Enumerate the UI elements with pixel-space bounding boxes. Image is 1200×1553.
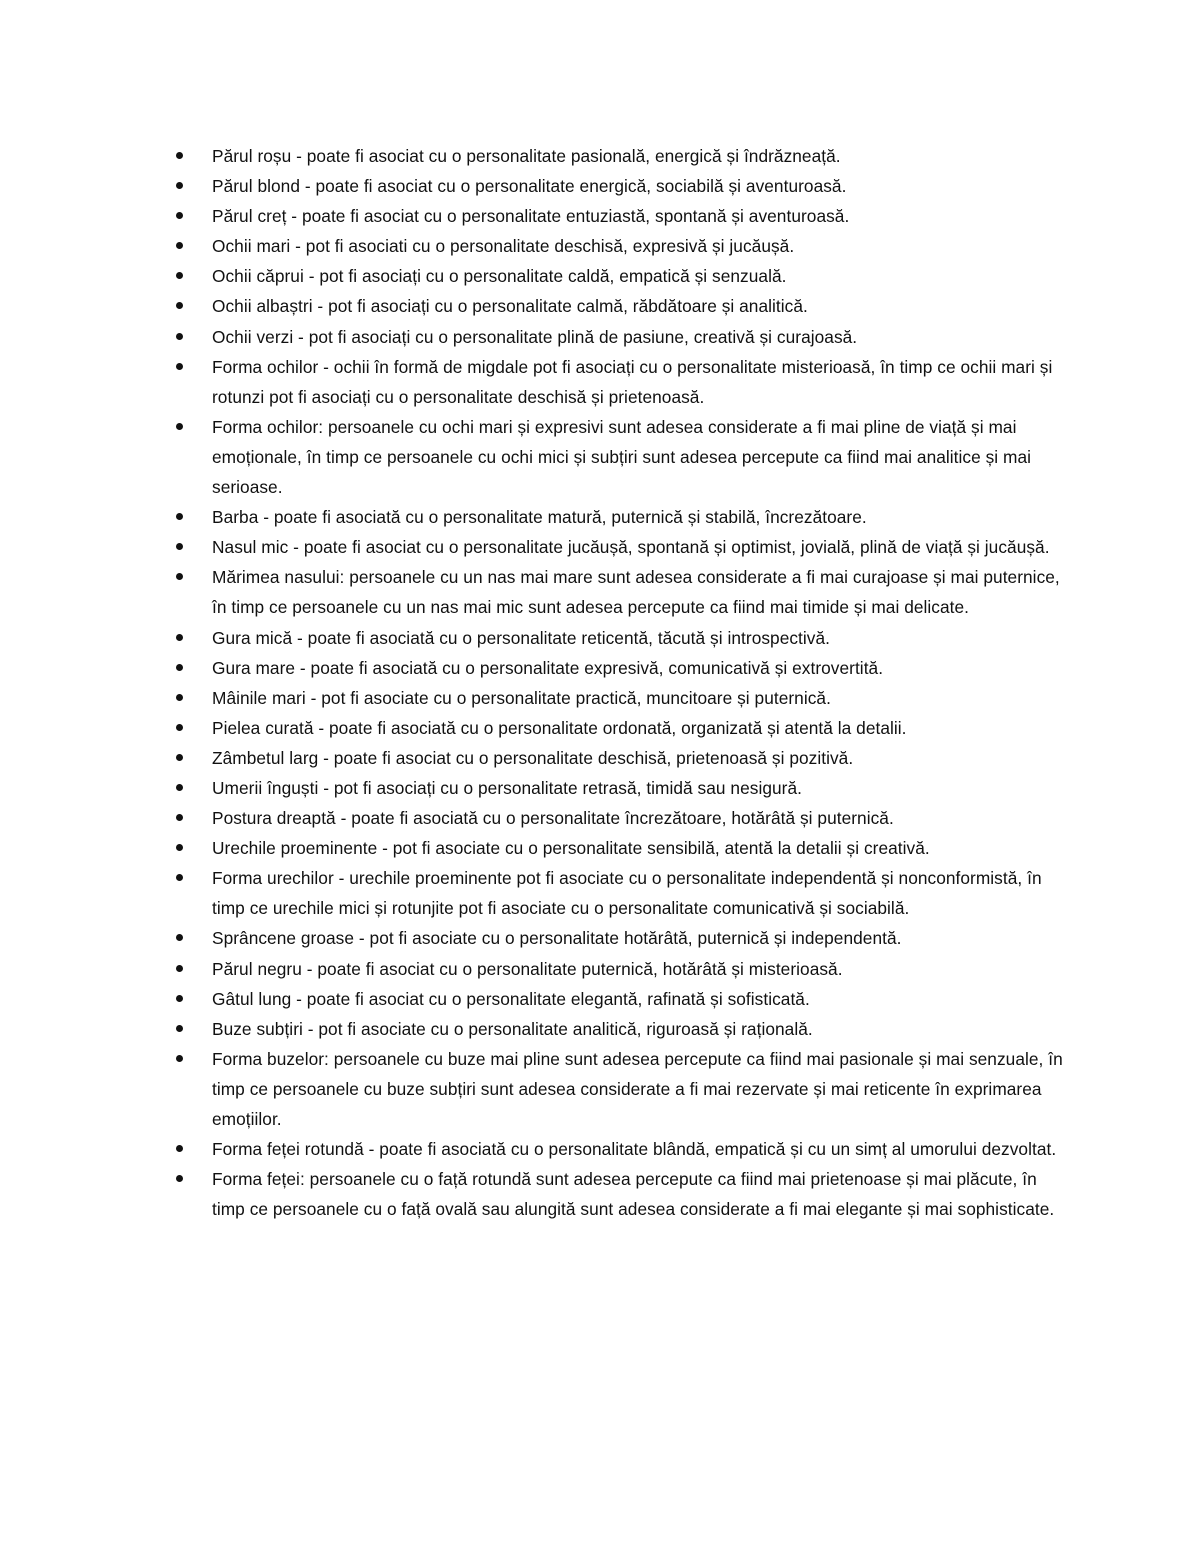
list-item bbox=[172, 562, 1072, 622]
bullet-icon bbox=[176, 302, 183, 309]
list-item-text: Forma ochilor: persoanele cu ochi mari și expresivi sunt adesea considerate a fi mai pline de viață și mai emoționale, în timp ce persoanele cu ochi mici și subțiri sunt adesea percepute ca fiind mai analitice și mai serioase. bbox=[212, 416, 1032, 498]
list-item bbox=[172, 863, 1072, 923]
list-item bbox=[172, 201, 1072, 231]
list-item bbox=[172, 923, 1072, 953]
bullet-icon bbox=[176, 934, 183, 941]
list-item bbox=[172, 1134, 1072, 1164]
list-item bbox=[172, 291, 1072, 321]
list-item-text: Pielea curată - poate fi asociată cu o personalitate ordonată, organizată și atentă la detalii. bbox=[212, 717, 907, 738]
list-item bbox=[172, 954, 1072, 984]
list-item bbox=[172, 773, 1072, 803]
list-item-text: Urechile proeminente - pot fi asociate cu o personalitate sensibilă, atentă la detalii și creativă. bbox=[212, 838, 930, 859]
list-item-text: Gura mare - poate fi asociată cu o personalitate expresivă, comunicativă și extrovertită. bbox=[212, 657, 884, 678]
list-item-text: Mărimea nasului: persoanele cu un nas mai mare sunt adesea considerate a fi mai curajoase și mai puternice, în timp ce persoanele cu un nas mai mic sunt adesea percepute ca fiind mai timide și mai delicate. bbox=[212, 567, 1060, 618]
list-item-text: Ochii verzi - pot fi asociați cu o personalitate plină de pasiune, creativă și curajoasă. bbox=[212, 326, 858, 347]
bullet-icon bbox=[176, 814, 183, 821]
list-item-text: Ochii căprui - pot fi asociați cu o personalitate caldă, empatică și senzuală. bbox=[212, 266, 787, 287]
list-item bbox=[172, 322, 1072, 352]
list-item-text: Forma urechilor - urechile proeminente pot fi asociate cu o personalitate independentă și nonconformistă, în timp ce urechile mici și rotunjite pot fi asociate cu o personalitate comunicativă și sociabilă. bbox=[212, 868, 1042, 919]
list-item-text: Părul negru - poate fi asociat cu o personalitate puternică, hotărâtă și misterioasă. bbox=[212, 958, 843, 979]
list-item-text: Gâtul lung - poate fi asociat cu o personalitate elegantă, rafinată și sofisticată. bbox=[212, 988, 810, 1009]
bullet-icon bbox=[176, 694, 183, 701]
bullet-icon bbox=[176, 513, 183, 520]
bullet-icon bbox=[176, 363, 183, 370]
bullet-icon bbox=[176, 182, 183, 189]
list-item-text: Forma ochilor - ochii în formă de migdale pot fi asociați cu o personalitate misterioasă, în timp ce ochii mari și rotunzi pot fi asociați cu o personalitate deschisă și prietenoasă. bbox=[212, 356, 1053, 407]
bullet-icon bbox=[176, 272, 183, 279]
list-item-text: Barba - poate fi asociată cu o personalitate matură, puternică și stabilă, încrezătoare. bbox=[212, 507, 867, 528]
list-item-text: Buze subțiri - pot fi asociate cu o personalitate analitică, riguroasă și rațională. bbox=[212, 1018, 813, 1039]
list-item-text: Postura dreaptă - poate fi asociată cu o personalitate încrezătoare, hotărâtă și puternică. bbox=[212, 808, 894, 829]
list-item-text: Ochii albaștri - pot fi asociați cu o personalitate calmă, răbdătoare și analitică. bbox=[212, 296, 808, 317]
bullet-icon bbox=[176, 634, 183, 641]
list-item bbox=[172, 141, 1072, 171]
bullet-icon bbox=[176, 152, 183, 159]
list-item-text: Forma buzelor: persoanele cu buze mai pline sunt adesea percepute ca fiind mai pasionale și mai senzuale, în timp ce persoanele cu buze subțiri sunt adesea considerate a fi mai rezervate și mai reticente în exprimarea emoțiilor. bbox=[212, 1048, 1063, 1129]
list-item-text: Părul creț - poate fi asociat cu o personalitate entuziastă, spontană și aventuroasă. bbox=[212, 206, 850, 227]
list-item bbox=[172, 1014, 1072, 1044]
bullet-icon bbox=[176, 1175, 183, 1182]
list-item bbox=[172, 653, 1072, 683]
bullet-icon bbox=[176, 724, 183, 731]
list-item-text: Părul roșu - poate fi asociat cu o personalitate pasională, energică și îndrăzneață. bbox=[212, 146, 841, 166]
list-item bbox=[172, 532, 1072, 562]
bullet-icon bbox=[176, 423, 183, 430]
list-item bbox=[172, 352, 1072, 412]
list-item bbox=[172, 713, 1072, 743]
list-item bbox=[172, 171, 1072, 201]
list-item-text: Gura mică - poate fi asociată cu o personalitate reticentă, tăcută și introspectivă. bbox=[212, 627, 830, 648]
bullet-icon bbox=[176, 1025, 183, 1032]
bullet-icon bbox=[176, 242, 183, 249]
list-item bbox=[172, 231, 1072, 261]
list-item bbox=[172, 984, 1072, 1014]
bullet-icon bbox=[176, 965, 183, 972]
list-item-text: Sprâncene groase - pot fi asociate cu o personalitate hotărâtă, puternică și independentă. bbox=[212, 928, 902, 949]
list-item-text: Părul blond - poate fi asociat cu o personalitate energică, sociabilă și aventuroasă. bbox=[212, 176, 847, 197]
list-item bbox=[172, 743, 1072, 773]
list-item bbox=[172, 412, 1072, 502]
bullet-icon bbox=[176, 333, 183, 340]
bullet-icon bbox=[176, 874, 183, 881]
bullet-icon bbox=[176, 573, 183, 580]
bullet-icon bbox=[176, 784, 183, 791]
list-item bbox=[172, 1164, 1072, 1224]
list-item bbox=[172, 502, 1072, 532]
bullet-icon bbox=[176, 664, 183, 671]
list-item-text: Zâmbetul larg - poate fi asociat cu o personalitate deschisă, prietenoasă și pozitivă. bbox=[212, 747, 854, 768]
bullet-icon bbox=[176, 543, 183, 550]
bullet-icon bbox=[176, 1055, 183, 1062]
list-item-text: Umerii înguști - pot fi asociați cu o personalitate retrasă, timidă sau nesigură. bbox=[212, 777, 802, 798]
list-item bbox=[172, 803, 1072, 833]
list-item-text: Nasul mic - poate fi asociat cu o personalitate jucăușă, spontană și optimist, jovială, plină de viață și jucăușă. bbox=[212, 537, 1050, 558]
list-item-text: Forma feței rotundă - poate fi asociată cu o personalitate blândă, empatică și cu un simț al umorului dezvoltat. bbox=[212, 1139, 1057, 1160]
bullet-icon bbox=[176, 844, 183, 851]
list-item-text: Ochii mari - pot fi asociati cu o personalitate deschisă, expresivă și jucăușă. bbox=[212, 236, 795, 257]
list-item-text: Forma feței: persoanele cu o față rotundă sunt adesea percepute ca fiind mai prietenoase și mai plăcute, în timp ce persoanele cu o față ovală sau alungită sunt adesea considerate a fi mai elegante și mai sophisticate. bbox=[212, 1169, 1055, 1220]
bullet-icon bbox=[176, 754, 183, 761]
list-item bbox=[172, 261, 1072, 291]
bullet-icon bbox=[176, 212, 183, 219]
bullet-list bbox=[172, 141, 1072, 1224]
list-item-text: Mâinile mari - pot fi asociate cu o personalitate practică, muncitoare și puternică. bbox=[212, 687, 831, 708]
list-item bbox=[172, 1044, 1072, 1134]
bullet-icon bbox=[176, 995, 183, 1002]
list-item bbox=[172, 623, 1072, 653]
list-item bbox=[172, 833, 1072, 863]
list-item bbox=[172, 683, 1072, 713]
bullet-icon bbox=[176, 1145, 183, 1152]
